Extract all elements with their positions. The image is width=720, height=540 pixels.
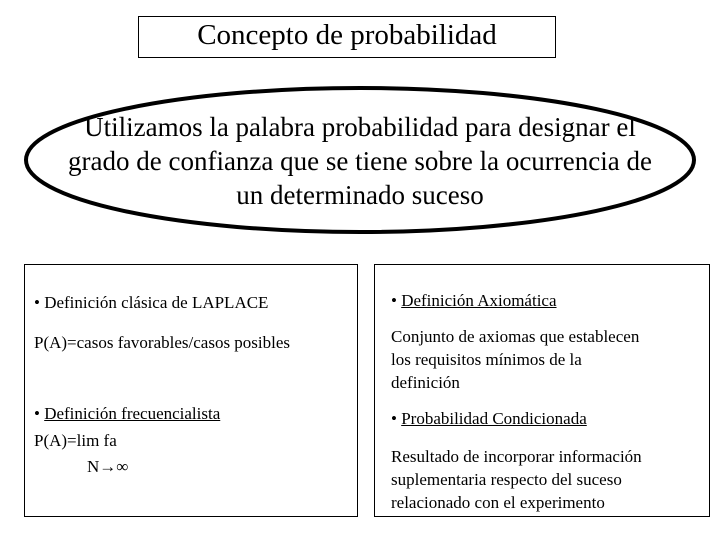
definition-text bbox=[40, 110, 680, 212]
laplace-heading bbox=[34, 291, 268, 314]
frecuencialista-heading bbox=[34, 402, 220, 425]
condicionada-text-line-1: Resultado de incorporar información bbox=[391, 447, 642, 466]
axiomatica-text-line-2: los requisitos mínimos de la bbox=[391, 350, 582, 369]
frecuencialista-limit: N→∞ bbox=[87, 457, 129, 476]
axiomatica-text-line-3: definición bbox=[391, 373, 460, 392]
bullet: • bbox=[391, 409, 402, 428]
laplace-formula: P(A)=casos favorables/casos posibles bbox=[34, 333, 291, 352]
condicionada-heading bbox=[391, 407, 587, 430]
frecuencialista-formula: P(A)=lim fa bbox=[34, 431, 117, 450]
left-definitions-box bbox=[24, 264, 358, 517]
condicionada-text-line-3: relacionado con el experimento bbox=[391, 493, 605, 512]
condicionada-heading-label: Probabilidad Condicionada bbox=[401, 409, 587, 428]
axiomatica-heading bbox=[391, 289, 557, 312]
bullet: • bbox=[34, 404, 45, 423]
frecuencialista-heading-label: Definición frecuencialista bbox=[44, 404, 221, 423]
axiomatica-text-line-1: Conjunto de axiomas que establecen bbox=[391, 327, 640, 346]
definition-line-2: grado de confianza que se tiene sobre la ocurrencia de bbox=[68, 146, 652, 176]
condicionada-text-line-2: suplementaria respecto del suceso bbox=[391, 470, 622, 489]
page-title: Concepto de probabilidad bbox=[197, 19, 497, 51]
laplace-heading-label: Definición clásica de LAPLACE bbox=[44, 293, 269, 312]
definition-line-3: un determinado suceso bbox=[236, 180, 484, 210]
bullet: • bbox=[34, 293, 45, 312]
right-definitions-box bbox=[374, 264, 710, 517]
axiomatica-text bbox=[391, 325, 639, 394]
condicionada-text bbox=[391, 445, 642, 514]
definition-line-1: Utilizamos la palabra probabilidad para designar el bbox=[84, 112, 636, 142]
axiomatica-heading-label: Definición Axiomática bbox=[401, 291, 557, 310]
bullet: • bbox=[391, 291, 402, 310]
